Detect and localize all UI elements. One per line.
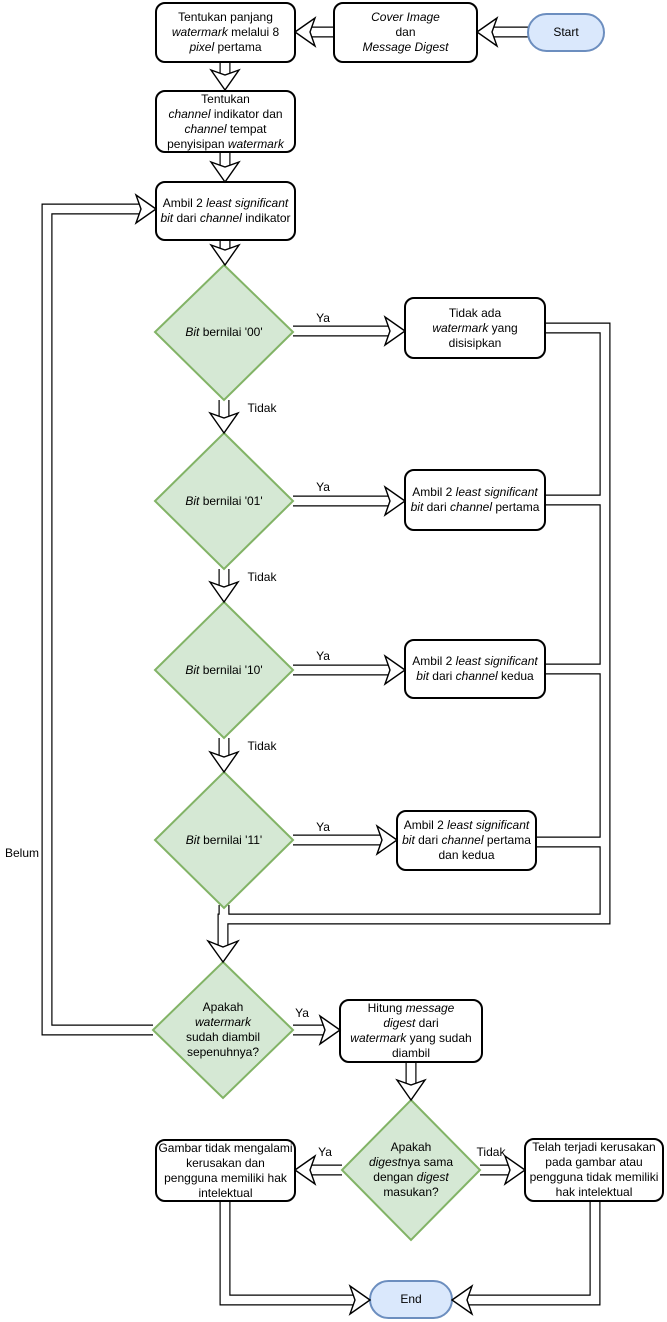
label-ya-bit01: Ya [316,480,330,494]
label-tidak-bit01: Tidak [247,570,277,584]
take-first-channel-label: Ambil 2 least significant bit dari channel pertama [410,485,540,514]
connector-complete-not-yet-loop-inner [47,209,153,1030]
take-both-channels-label: Ambil 2 least significant bit dari channel pertama dan kedua [402,818,531,862]
connector-no-damage-to-end-inner [225,1201,356,1300]
decision-bit00-label: Bit bernilai '00' [185,325,263,339]
decision-digest-label: Apakah digestnya sama dengan digest masukan? [368,1140,454,1199]
end-label: End [400,1292,422,1306]
connector-no-damage-to-end [225,1201,356,1300]
decision-bit11-label: Bit bernilai '11' [185,832,263,847]
label-ya-digest: Ya [318,1145,332,1159]
label-tidak-bit10: Tidak [247,739,277,753]
no-damage-label: Gambar tidak mengalami kerusakan dan pengguna memiliki hak intelektual [158,1140,293,1200]
label-ya-bit11: Ya [316,820,330,834]
label-tidak-digest: Tidak [476,1145,506,1159]
decision-bit10-label: Bit bernilai '10' [185,662,263,677]
determine-length-label: Tentukan panjang watermark melalui 8 pixel pertama [171,10,280,54]
decision-bit01-label: Bit bernilai '01' [185,493,263,508]
no-watermark-label: Tidak ada watermark yang disisipkan [432,305,518,350]
cover-input-label: Cover Image dan Message Digest [362,10,449,54]
connector-complete-not-yet-loop [47,209,153,1030]
take-second-channel-label: Ambil 2 least significant bit dari channel kedua [412,654,538,683]
label-belum-loop: Belum [4,846,40,860]
label-tidak-bit00: Tidak [247,401,277,415]
determine-channel-label: Tentukan channel indikator dan channel tempat penyisipan watermark [167,91,284,151]
decision-complete-label: Apakah watermark sudah diambil sepenuhnya? [185,1000,261,1059]
compute-digest-label: Hitung message digest dari watermark yang sudah diambil [350,1001,472,1060]
damaged-label: Telah terjadi kerusakan pada gambar atau pengguna tidak memiliki hak intelektual [529,1140,659,1199]
start-label: Start [553,25,579,39]
connector-damaged-to-end-inner [468,1201,595,1300]
label-ya-bit00: Ya [316,311,330,325]
label-ya-bit10: Ya [316,649,330,663]
label-ya-complete: Ya [295,1006,309,1020]
connector-damaged-to-end [468,1201,595,1300]
take-indicator-bits-label: Ambil 2 least significant bit dari channel indikator [160,196,291,225]
